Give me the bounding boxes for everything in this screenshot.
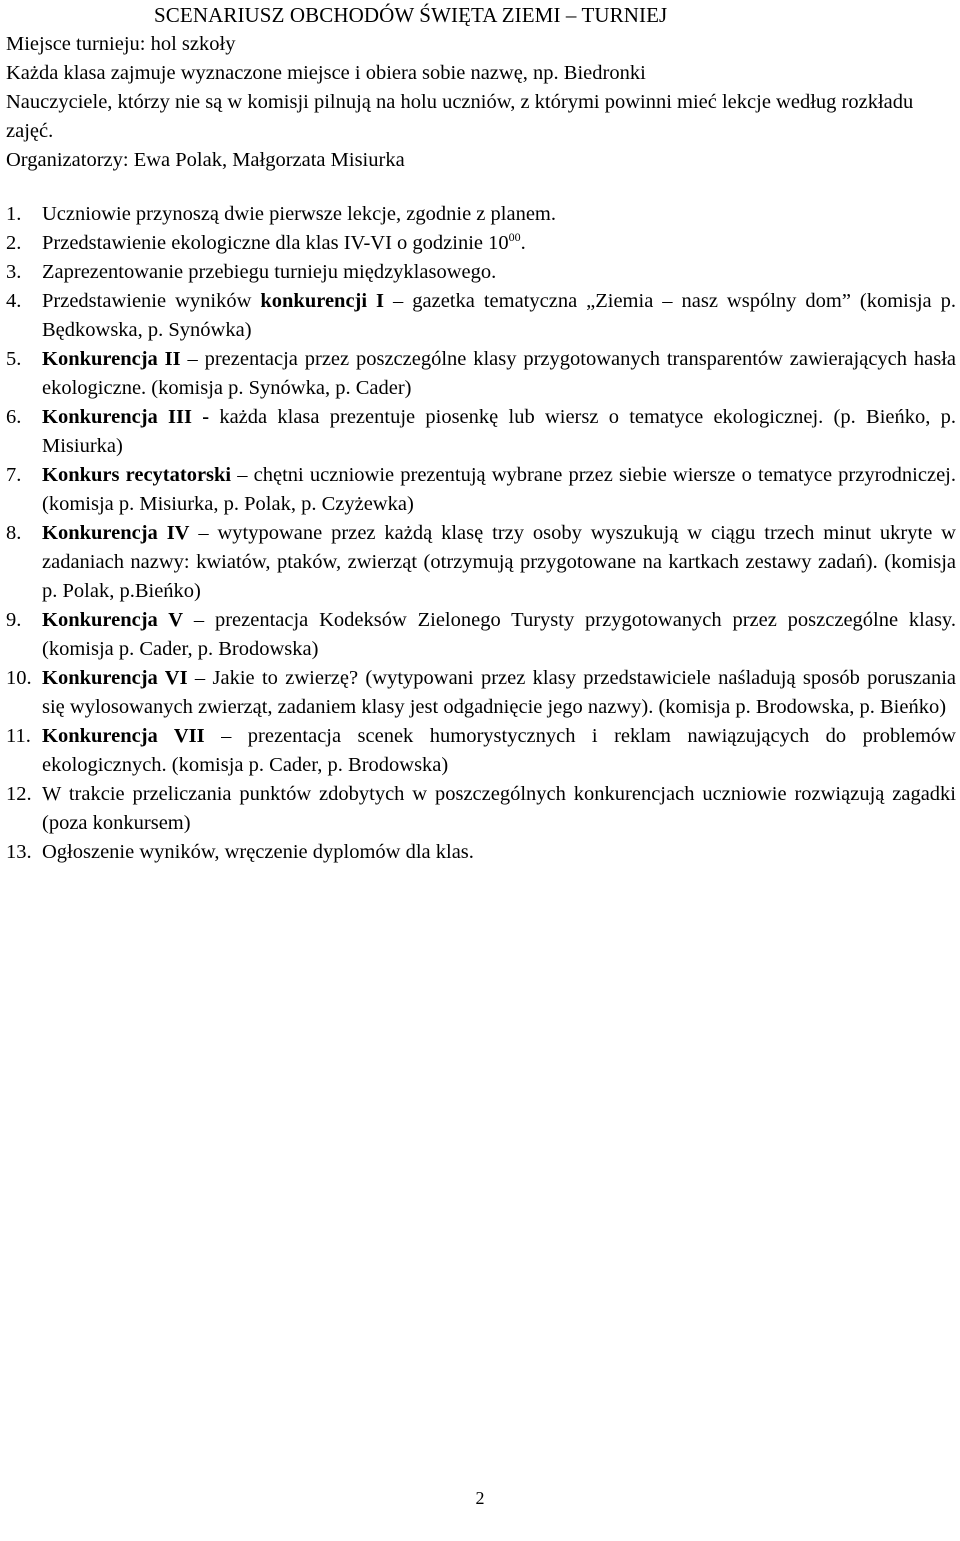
list-item-heading: Konkurencja II (42, 348, 181, 370)
list-item-number: 13. (6, 841, 32, 863)
list-item-heading: Konkurencja VI (42, 667, 188, 689)
intro-section (6, 30, 956, 175)
list-item-heading: Konkurs recytatorski (42, 464, 232, 486)
list-item (6, 838, 956, 867)
list-item-number: 4. (6, 290, 22, 312)
list-item (6, 780, 956, 838)
agenda-list (6, 200, 956, 867)
list-item-text: Przedstawienie ekologiczne dla klas IV-VI o godzinie 10 (42, 232, 509, 254)
list-item (6, 229, 956, 258)
list-item (6, 345, 956, 403)
list-item-text: każda klasa prezentuje piosenkę lub wiersz o tematyce ekologicznej. (p. Bieńko, p. Misiurka) (42, 406, 956, 457)
list-item (6, 287, 956, 345)
list-item (6, 258, 956, 287)
list-item-heading: konkurencji I (260, 290, 385, 312)
list-item-number: 2. (6, 232, 22, 254)
list-item-number: 7. (6, 464, 22, 486)
list-item (6, 519, 956, 606)
list-item (6, 606, 956, 664)
list-item-heading: Konkurencja III - (42, 406, 210, 428)
list-item-heading: Konkurencja VII (42, 725, 205, 747)
list-item (6, 461, 956, 519)
list-item-heading: Konkurencja IV (42, 522, 190, 544)
list-item-text: – gazetka tematyczna „Ziemia – nasz wspólny dom” (komisja p. Będkowska, p. Synówka) (42, 290, 957, 341)
page-number: 2 (475, 1488, 485, 1508)
intro-line-organizers: Organizatorzy: Ewa Polak, Małgorzata Misiurka (6, 149, 405, 171)
list-item-number: 10. (6, 667, 32, 689)
intro-line-venue: Miejsce turnieju: hol szkoły (6, 33, 236, 55)
list-item-text: Zaprezentowanie przebiegu turnieju międzyklasowego. (42, 261, 497, 283)
list-item-number: 1. (6, 203, 22, 225)
list-item-text: Przedstawienie wyników (42, 290, 261, 312)
list-item-text: W trakcie przeliczania punktów zdobytych w poszczególnych konkurencjach uczniowie rozwiązują zagadki (poza konkursem) (42, 783, 956, 834)
list-item-number: 3. (6, 261, 22, 283)
page-title: SCENARIUSZ OBCHODÓW ŚWIĘTA ZIEMI – TURNIEJ (154, 3, 668, 27)
list-item-number: 12. (6, 783, 32, 805)
list-item-superscript: 00 (508, 230, 521, 245)
list-item-text: – Jakie to zwierzę? (wytypowani przez klasy przedstawiciele naśladują sposób poruszania się wylosowanych zwierząt, zadaniem klasy jest odgadnięcie jego nazwy). (komisja p. Brodowska, p. Bieńko) (42, 667, 956, 718)
list-item-number: 9. (6, 609, 22, 631)
list-item-number: 11. (6, 725, 31, 747)
list-item-text: – prezentacja Kodeksów Zielonego Turysty przygotowanych przez poszczególne klasy. (komisja p. Cader, p. Brodowska) (42, 609, 956, 660)
list-item-number: 5. (6, 348, 22, 370)
list-item-text: – prezentacja przez poszczególne klasy przygotowanych transparentów zawierających hasła ekologiczne. (komisja p. Synówka, p. Cader) (42, 348, 956, 399)
list-item-text: – prezentacja scenek humorystycznych i reklam nawiązujących do problemów ekologicznych. (komisja p. Cader, p. Brodowska) (42, 725, 956, 776)
list-item-text: – chętni uczniowie prezentują wybrane przez siebie wiersze o tematyce przyrodniczej. (komisja p. Misiurka, p. Polak, p. Czyżewka) (42, 464, 956, 515)
list-item-text: . (520, 232, 526, 254)
list-item (6, 722, 956, 780)
list-item-heading: Konkurencja V (42, 609, 184, 631)
list-item-number: 8. (6, 522, 22, 544)
list-item (6, 403, 956, 461)
list-item-text: Ogłoszenie wyników, wręczenie dyplomów dla klas. (42, 841, 474, 863)
list-item (6, 664, 956, 722)
list-item-text: – wytypowane przez każdą klasę trzy osoby wyszukują w ciągu trzech minut ukryte w zadaniach nazwy: kwiatów, ptaków, zwierząt (otrzymują przygotowane na kartkach zestawy zadań). (komisja p. Polak, p.Bieńko) (42, 522, 956, 602)
list-item-text: Uczniowie przynoszą dwie pierwsze lekcje, zgodnie z planem. (42, 203, 556, 225)
list-item (6, 200, 956, 229)
intro-line-class-name: Każda klasa zajmuje wyznaczone miejsce i obiera sobie nazwę, np. Biedronki (6, 62, 646, 84)
list-item-number: 6. (6, 406, 22, 428)
intro-line-teachers: Nauczyciele, którzy nie są w komisji pilnują na holu uczniów, z którymi powinni mieć lekcje według rozkładu zajęć. (6, 91, 914, 142)
